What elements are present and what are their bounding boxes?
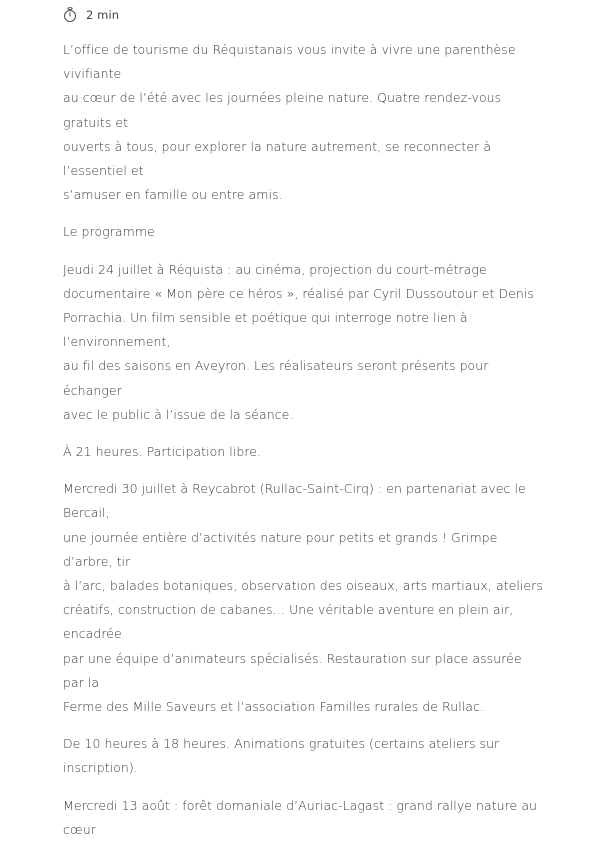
reading-time: 2 min	[86, 8, 120, 22]
reading-time-row	[63, 5, 119, 25]
programme-heading: Le programme	[63, 224, 155, 240]
event-2-description: Mercredi 30 juillet à Reycabrot (Rullac-Saint-Cirq) : en partenariat avec le Bercail, une journée entière d’activités nature pour petits et grands ! Grimpe d’arbre, tir à l’arc, balades botaniques, observation des oiseaux, arts martiaux, ateliers créatifs, construction de cabanes… Une véritable aventure en plein air, encadrée par une équipe d’animateurs spécialisés. Restauration sur place assurée par la Ferme des Mille Saveurs et l’association Familles rurales de Rullac.	[63, 481, 543, 715]
event-1-info: À 21 heures. Participation libre.	[63, 444, 262, 460]
intro-paragraph: L’office de tourisme du Réquistanais vous invite à vivre une parenthèse vivifiante au cœur de l’été avec les journées pleine nature. Quatre rendez-vous gratuits et ouverts à tous, pour explorer la nature autrement, se reconnecter à l’essentiel et s’amuser en famille ou entre amis.	[63, 42, 516, 203]
event-3-description: Mercredi 13 août : forêt domaniale d’Auriac-Lagast : grand rallye nature au cœur	[63, 797, 538, 837]
article-body	[63, 38, 545, 855]
stopwatch-icon	[63, 7, 77, 23]
event-2-info: De 10 heures à 18 heures. Animations gratuites (certains ateliers sur inscription).	[63, 736, 500, 776]
event-1-description: Jeudi 24 juillet à Réquista : au cinéma, projection du court-métrage documentaire « Mon père ce héros », réalisé par Cyril Dussoutour et Denis Porrachia. Un film sensible et poétique qui interroge notre lien à l’environnement, au fil des saisons en Aveyron. Les réalisateurs seront présents pour échanger avec le public à l’issue de la séance.	[63, 261, 534, 422]
